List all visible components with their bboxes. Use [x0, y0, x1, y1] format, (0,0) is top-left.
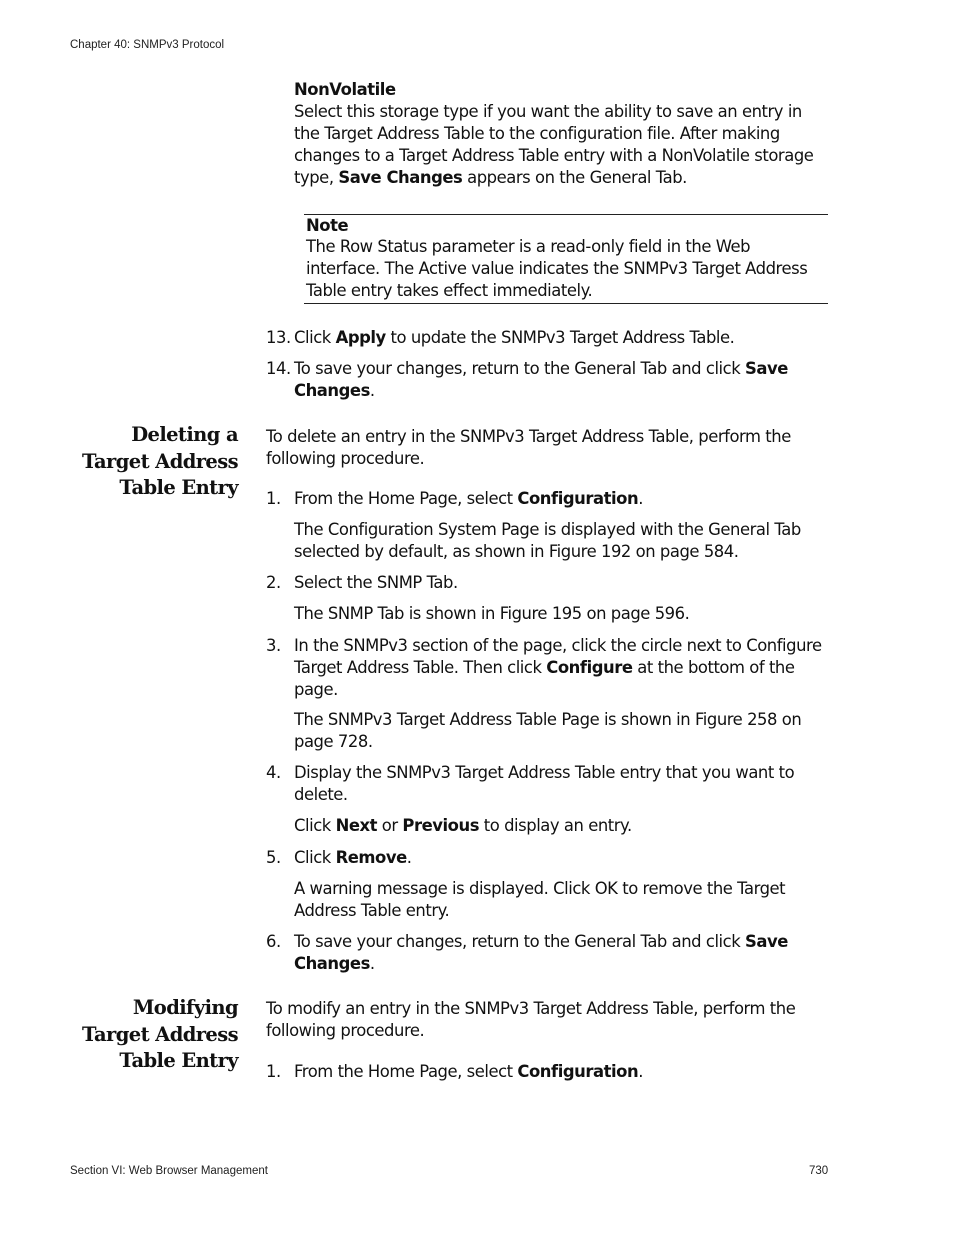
- modify-intro: To modify an entry in the SNMPv3 Target Address Table, perform the following procedure.: [266, 999, 796, 1040]
- page-number: 730: [809, 1165, 829, 1177]
- step-detail: A warning message is displayed. Click OK to remove the Target Address Table entry.: [294, 879, 786, 920]
- delete-intro: To delete an entry in the SNMPv3 Target Address Table, perform the following procedure.: [266, 427, 791, 468]
- step-number: 6.: [266, 932, 281, 951]
- running-header: Chapter 40: SNMPv3 Protocol: [70, 39, 225, 51]
- step-text: To save your changes, return to the General Tab and click Save Changes.: [294, 359, 788, 400]
- step-text: Click Remove.: [294, 848, 412, 867]
- note-text: The Row Status parameter is a read-only field in the Web interface. The Active value indicates the SNMPv3 Target Address Table entry takes effect immediately.: [306, 237, 808, 300]
- step-number: 14.: [266, 359, 291, 378]
- step-number: 3.: [266, 636, 281, 655]
- step-number: 5.: [266, 848, 281, 867]
- running-footer-section: Section VI: Web Browser Management: [70, 1165, 268, 1177]
- step-text: From the Home Page, select Configuration.: [294, 489, 643, 508]
- step-detail: The SNMPv3 Target Address Table Page is shown in Figure 258 on page 728.: [294, 710, 802, 751]
- step-detail: Click Next or Previous to display an entry.: [294, 816, 632, 835]
- step-number: 1.: [266, 1062, 281, 1081]
- note-title: Note: [306, 216, 349, 235]
- step-text: Display the SNMPv3 Target Address Table entry that you want to delete.: [294, 763, 795, 804]
- step-number: 1.: [266, 489, 281, 508]
- step-text: Select the SNMP Tab.: [294, 573, 458, 592]
- section-heading-modify: Modifying Target Address Table Entry: [81, 996, 238, 1072]
- step-number: 4.: [266, 763, 281, 782]
- step-number: 2.: [266, 573, 281, 592]
- nonvolatile-description: Select this storage type if you want the ability to save an entry in the Target Address Table to the configuration file. After making changes to a Target Address Table entry with a NonVolatile storage type, Save Changes appears on the General Tab.: [294, 102, 814, 187]
- nonvolatile-title: NonVolatile: [294, 80, 396, 99]
- step-text: In the SNMPv3 section of the page, click the circle next to Configure Target Address Table. Then click Configure at the bottom of the page.: [294, 636, 822, 699]
- step-text: From the Home Page, select Configuration.: [294, 1062, 643, 1081]
- step-number: 13.: [266, 328, 291, 347]
- step-text: To save your changes, return to the General Tab and click Save Changes.: [294, 932, 788, 973]
- step-detail: The Configuration System Page is displayed with the General Tab selected by default, as shown in Figure 192 on page 584.: [294, 520, 801, 561]
- section-heading-delete: Deleting a Target Address Table Entry: [81, 423, 238, 499]
- step-detail: The SNMP Tab is shown in Figure 195 on page 596.: [294, 604, 690, 623]
- step-text: Click Apply to update the SNMPv3 Target Address Table.: [294, 328, 735, 347]
